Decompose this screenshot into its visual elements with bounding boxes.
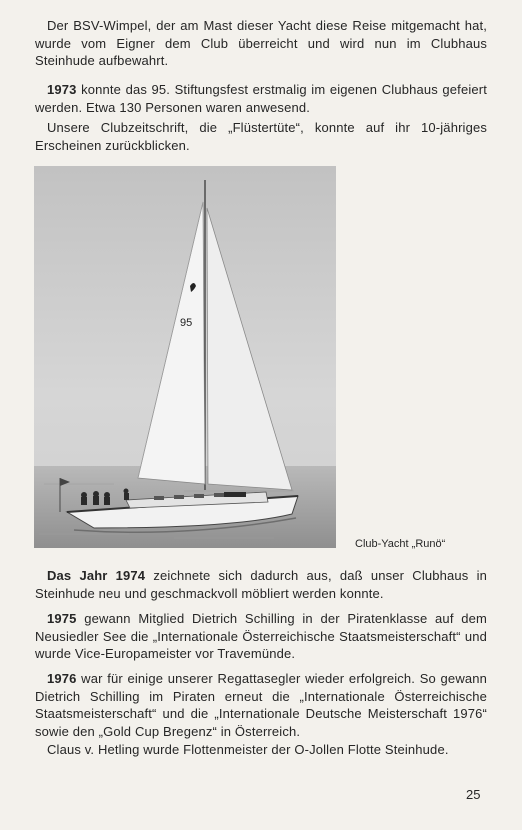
year-1975: 1975	[47, 611, 77, 626]
year-1974: Das Jahr 1974	[47, 568, 146, 583]
paragraph-1973-text: konnte das 95. Stiftungsfest erstmalig im eigenen Clubhaus gefeiert werden. Etwa 130 Personen waren anwesend.	[35, 82, 487, 115]
paragraph-bsv-wimpel: Der BSV-Wimpel, der am Mast dieser Yacht diese Reise mitgemacht hat, wurde vom Eigner dem Club überreicht und wird nun im Clubhaus Steinhude aufbewahrt.	[35, 18, 487, 68]
year-1976: 1976	[47, 671, 77, 686]
paragraph-1975	[35, 610, 487, 663]
page-number: 25	[466, 787, 481, 802]
year-1973: 1973	[47, 82, 77, 97]
sail-number: 95	[180, 317, 193, 329]
paragraph-fluestertuete: Unsere Clubzeitschrift, die „Flüstertüte“, konnte auf ihr 10-jähriges Erscheinen zurückblicken.	[35, 120, 487, 153]
sailing-yacht-photo	[34, 166, 336, 548]
paragraph-1973	[35, 81, 487, 116]
photo-caption: Club-Yacht „Runö“	[355, 538, 446, 550]
paragraph-1975-text: gewann Mitglied Dietrich Schilling in der Piratenklasse auf dem Neusiedler See die „Internationale Österreichische Staatsmeisterschaft“ und wurde Vice-Europameister vor Travemünde.	[35, 611, 487, 661]
paragraph-1976	[35, 670, 487, 740]
paragraph-1974-text: zeichnete sich dadurch aus, daß unser Clubhaus in Steinhude neu und geschmackvoll möbliert werden konnte.	[35, 568, 487, 601]
paragraph-1976-text: war für einige unserer Regattasegler wieder erfolgreich. So gewann Dietrich Schilling im Piraten erneut die „Internationale Österreichische Staatsmeisterschaft“ und die „Internationale Deutsche Meisterschaft 1976“ sowie den „Gold Cup Bregenz“ in Österreich.	[35, 671, 487, 739]
paragraph-1974	[35, 567, 487, 602]
paragraph-hetling: Claus v. Hetling wurde Flottenmeister der O-Jollen Flotte Steinhude.	[47, 742, 449, 757]
